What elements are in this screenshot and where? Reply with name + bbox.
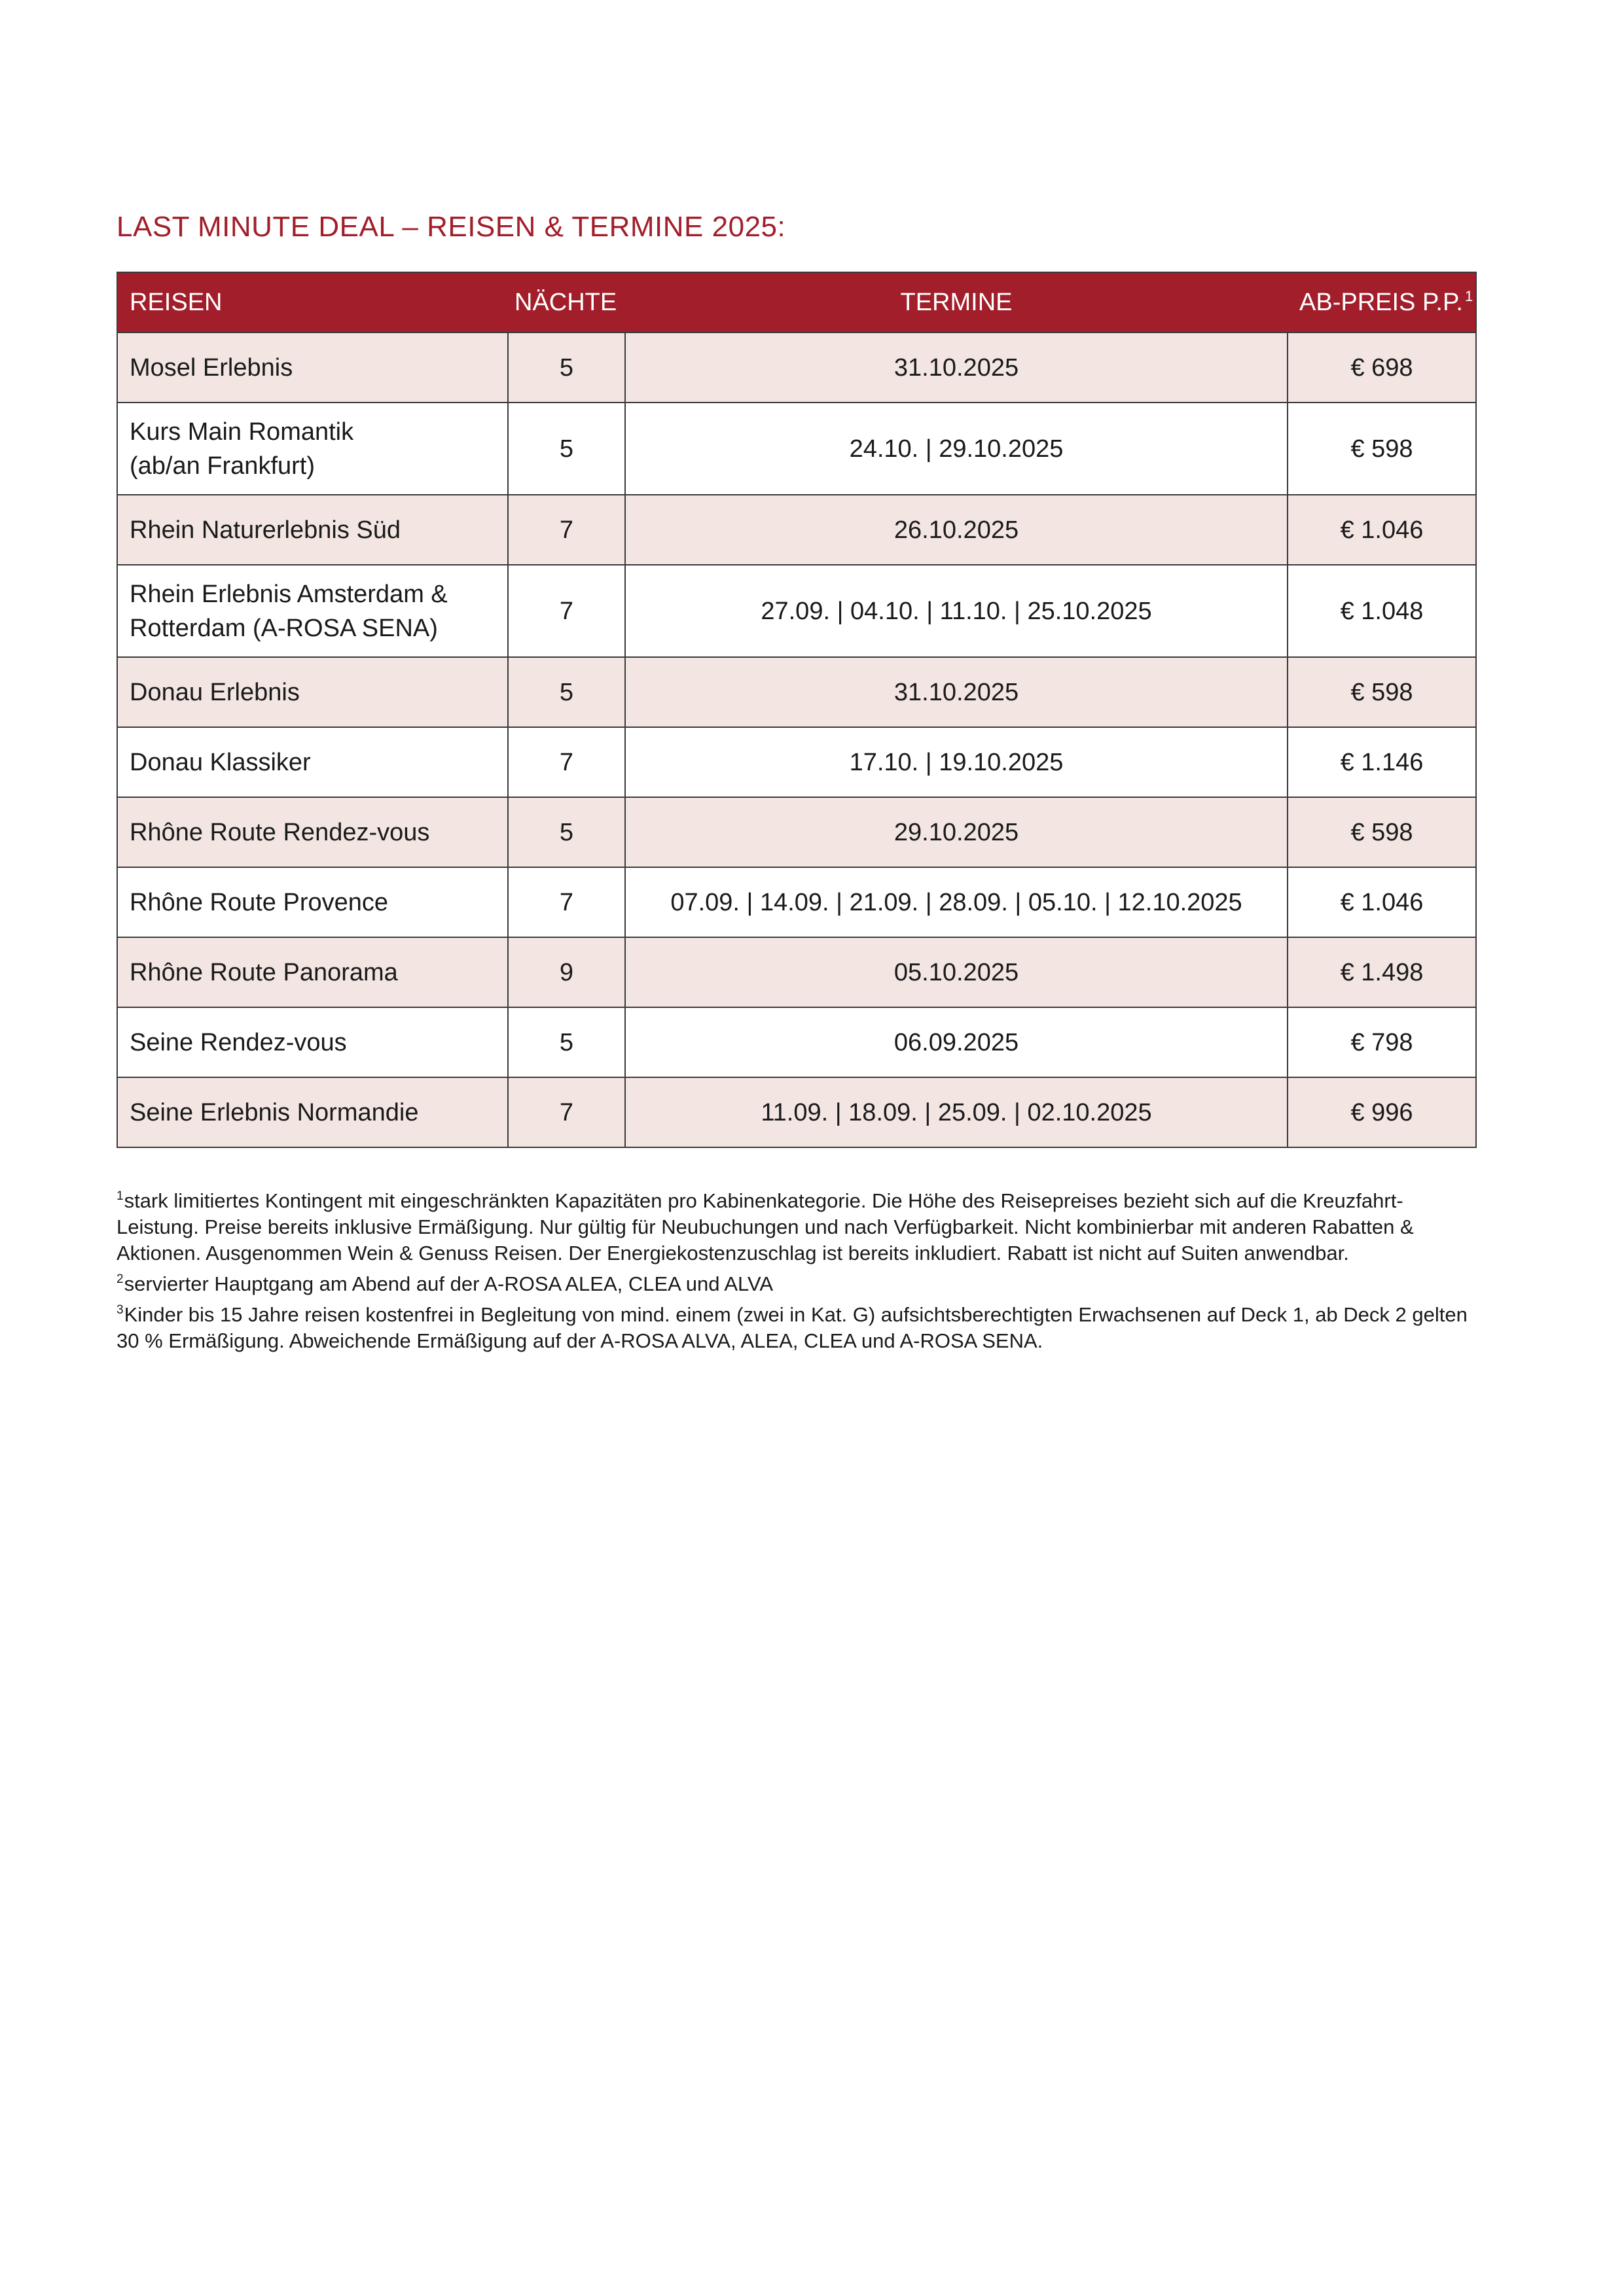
footnote <box>117 1266 1478 1297</box>
trip-price: € 698 <box>1288 332 1476 403</box>
trip-price: € 598 <box>1288 657 1476 727</box>
trip-nights: 5 <box>508 797 625 867</box>
footnote-mark: 1 <box>117 1189 124 1203</box>
trip-price: € 1.498 <box>1288 937 1476 1007</box>
trip-name-line: Donau Erlebnis <box>130 678 300 706</box>
trip-name-line: (ab/an Frankfurt) <box>130 452 315 480</box>
table-row <box>117 332 1476 403</box>
trip-dates: 17.10. | 19.10.2025 <box>625 727 1288 797</box>
trip-price: € 1.046 <box>1288 495 1476 565</box>
trip-name <box>117 797 508 867</box>
deals-table <box>117 272 1477 1148</box>
trip-nights: 7 <box>508 867 625 937</box>
trip-name <box>117 1007 508 1077</box>
trip-nights: 7 <box>508 565 625 657</box>
trip-name-line: Rhein Erlebnis Amsterdam & <box>130 580 448 608</box>
trip-dates: 07.09. | 14.09. | 21.09. | 28.09. | 05.10. | 12.10.2025 <box>625 867 1288 937</box>
trip-nights: 7 <box>508 1077 625 1147</box>
footnote-mark: 3 <box>117 1303 124 1317</box>
table-row <box>117 867 1476 937</box>
trip-name-line: Rotterdam (A-ROSA SENA) <box>130 614 438 642</box>
trip-nights: 9 <box>508 937 625 1007</box>
trip-nights: 7 <box>508 495 625 565</box>
trip-dates: 31.10.2025 <box>625 332 1288 403</box>
trip-nights: 5 <box>508 1007 625 1077</box>
table-row <box>117 565 1476 657</box>
trip-name <box>117 657 508 727</box>
table-header-row <box>117 272 1476 332</box>
trip-dates: 27.09. | 04.10. | 11.10. | 25.10.2025 <box>625 565 1288 657</box>
page-title: LAST MINUTE DEAL – REISEN & TERMINE 2025: <box>117 211 786 243</box>
trip-dates: 29.10.2025 <box>625 797 1288 867</box>
trip-name-line: Rhône Route Rendez-vous <box>130 818 430 846</box>
trip-name <box>117 1077 508 1147</box>
footnote-text: servierter Hauptgang am Abend auf der A-ROSA ALEA, CLEA und ALVA <box>124 1272 774 1295</box>
trip-price: € 996 <box>1288 1077 1476 1147</box>
trip-price: € 598 <box>1288 797 1476 867</box>
trip-price: € 1.046 <box>1288 867 1476 937</box>
table-row <box>117 403 1476 495</box>
trip-name <box>117 867 508 937</box>
trip-name <box>117 727 508 797</box>
trip-name-line: Seine Erlebnis Normandie <box>130 1098 419 1126</box>
trip-name-line: Kurs Main Romantik <box>130 418 354 446</box>
trip-dates: 31.10.2025 <box>625 657 1288 727</box>
footnote-mark: 2 <box>117 1272 124 1286</box>
trip-price: € 598 <box>1288 403 1476 495</box>
footnotes <box>117 1183 1478 1354</box>
trip-name <box>117 403 508 495</box>
footnote <box>117 1297 1478 1354</box>
trip-dates: 05.10.2025 <box>625 937 1288 1007</box>
trip-dates: 24.10. | 29.10.2025 <box>625 403 1288 495</box>
header-price <box>1288 272 1476 332</box>
trip-dates: 06.09.2025 <box>625 1007 1288 1077</box>
table-row <box>117 657 1476 727</box>
header-nights: NÄCHTE <box>508 272 625 332</box>
trip-name-line: Rhône Route Panorama <box>130 958 398 986</box>
trip-dates: 26.10.2025 <box>625 495 1288 565</box>
header-dates: TERMINE <box>625 272 1288 332</box>
trip-name <box>117 495 508 565</box>
trip-nights: 5 <box>508 332 625 403</box>
table-row <box>117 797 1476 867</box>
header-price-footnote-mark: 1 <box>1464 288 1473 304</box>
trip-name <box>117 332 508 403</box>
table-row <box>117 937 1476 1007</box>
trip-name-line: Mosel Erlebnis <box>130 353 293 382</box>
trip-name-line: Donau Klassiker <box>130 748 311 776</box>
trip-name-line: Seine Rendez-vous <box>130 1028 347 1056</box>
trip-nights: 5 <box>508 657 625 727</box>
table-row <box>117 1007 1476 1077</box>
footnote-text: stark limitiertes Kontingent mit eingeschränkten Kapazitäten pro Kabinenkategorie. Die Höhe des Reisepreises bezieht sich auf die Kreuzfahrt-Leistung. Preise bereits inklusive Ermäßigung. Nur gültig für Neubuchungen und nach Verfügbarkeit. Nicht kombinierbar mit anderen Rabatten & Aktionen. Ausgenommen Wein & Genuss Reisen. Der Energiekostenzuschlag ist bereits inkludiert. Rabatt ist nicht auf Suiten anwendbar. <box>117 1189 1414 1265</box>
header-trips: REISEN <box>117 272 508 332</box>
trip-name-line: Rhône Route Provence <box>130 888 389 916</box>
trip-name-line: Rhein Naturerlebnis Süd <box>130 516 401 544</box>
trip-nights: 5 <box>508 403 625 495</box>
trip-price: € 1.146 <box>1288 727 1476 797</box>
trip-price: € 798 <box>1288 1007 1476 1077</box>
trip-name <box>117 937 508 1007</box>
trip-price: € 1.048 <box>1288 565 1476 657</box>
trip-dates: 11.09. | 18.09. | 25.09. | 02.10.2025 <box>625 1077 1288 1147</box>
trip-nights: 7 <box>508 727 625 797</box>
table-row <box>117 1077 1476 1147</box>
header-price-label: AB-PREIS P.P. <box>1299 289 1463 316</box>
trip-name <box>117 565 508 657</box>
footnote-text: Kinder bis 15 Jahre reisen kostenfrei in Begleitung von mind. einem (zwei in Kat. G) aufsichtsberechtigten Erwachsenen auf Deck 1, ab Deck 2 gelten 30 % Ermäßigung. Abweichende Ermäßigung auf der A-ROSA ALVA, ALEA, CLEA und A-ROSA SENA. <box>117 1303 1468 1352</box>
table-row <box>117 727 1476 797</box>
table-row <box>117 495 1476 565</box>
footnote <box>117 1183 1478 1266</box>
